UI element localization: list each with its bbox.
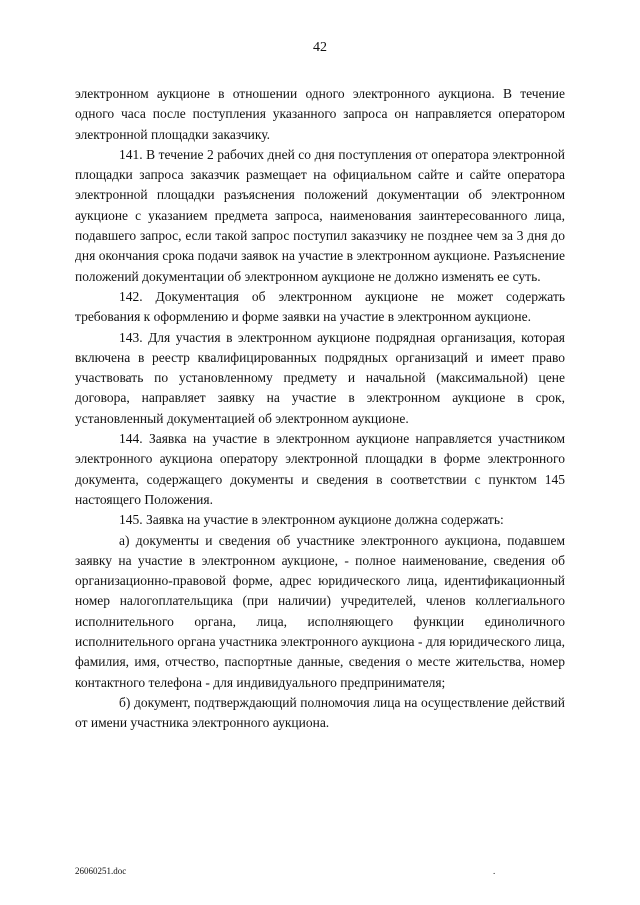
paragraph-142: 142. Документация об электронном аукционе не может содержать требования к оформлению и форме заявки на участие в электронном аукционе. (75, 288, 565, 325)
paragraph-145-b: б) документ, подтверждающий полномочия лица на осуществление действий от имени участника электронного аукциона. (75, 694, 565, 731)
paragraph-145-a: а) документы и сведения об участнике электронного аукциона, подавшем заявку на участие в электронном аукционе, - полное наименование, сведения об организационно-правовой форме, адрес юридического лица, идентификационный номер налогоплательщика (при наличии) учредителей, членов коллегиального исполнительного органа, лица, исполняющего функции единоличного исполнительного органа участника электронного аукциона - для юридического лица, фамилия, имя, отчество, паспортные данные, сведения о месте жительства, номер контактного телефона - для индивидуального предпринимателя; (75, 532, 565, 690)
paragraph-144: 144. Заявка на участие в электронном аукционе направляется участником электронного аукциона оператору электронной площадки в форме электронного документа, содержащего документы и сведения в соответствии с пунктом 145 настоящего Положения. (75, 431, 565, 507)
paragraph-145: 145. Заявка на участие в электронном аукционе должна содержать: (119, 512, 504, 528)
paragraph-141: 141. В течение 2 рабочих дней со дня поступления от оператора электронной площадки запроса заказчик размещает на официальном сайте и сайте оператора электронной площадки разъяснения положений документации об электронном аукционе с указанием предмета запроса, наименования заинтересованного лица, подавшего запрос, если такой запрос поступил заказчику не позднее чем за 3 дня до дня окончания срока подачи заявок на участие в электронном аукционе. Разъяснение положений документации об электронном аукционе не должно изменять ее суть. (75, 146, 565, 284)
footer-file-code: 26060251.doc (75, 866, 127, 876)
document-body (75, 84, 565, 734)
page-number: 42 (313, 40, 327, 55)
paragraph-continuation: электронном аукционе в отношении одного электронного аукциона. В течение одного часа после поступления указанного запроса он направляется оператором электронной площадки заказчику. (75, 86, 565, 142)
footer-mark: . (493, 866, 496, 876)
paragraph-143: 143. Для участия в электронном аукционе подрядная организация, которая включена в реестр квалифицированных подрядных организаций и имеет право участвовать по установленному предмету и начальной (максимальной) цене договора, направляет заявку на участие в электронном аукционе в срок, установленный документацией об электронном аукционе. (75, 329, 565, 426)
